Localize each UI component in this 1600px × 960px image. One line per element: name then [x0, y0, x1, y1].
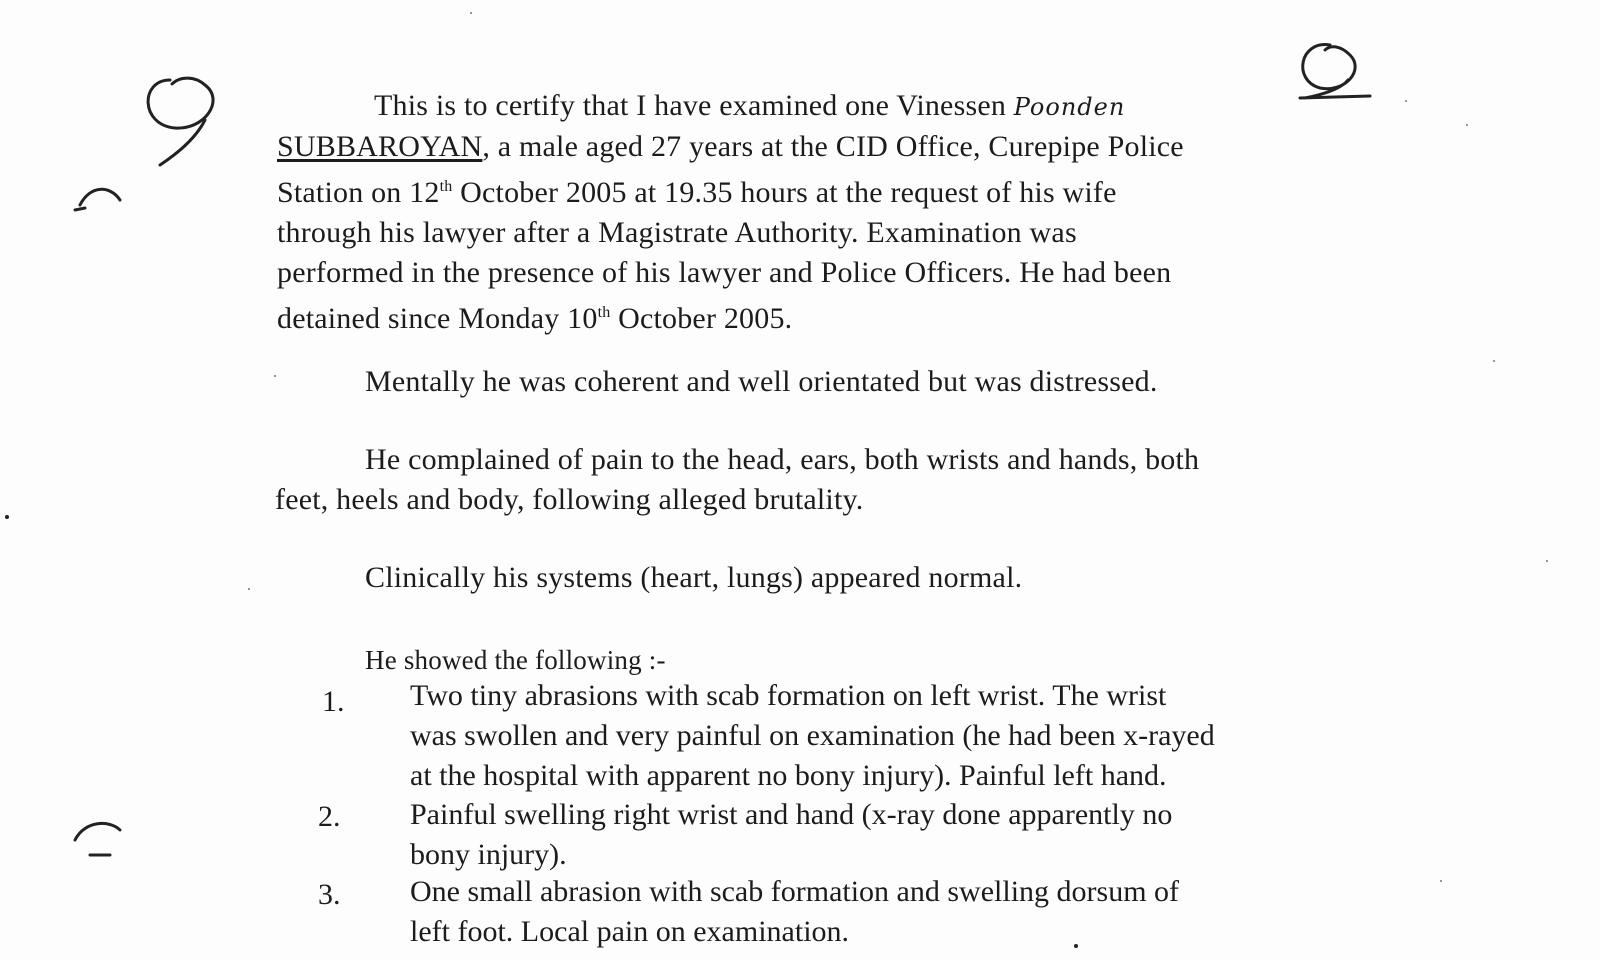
finding-number: 3.: [318, 878, 341, 911]
cert-line-2-text: , a male aged 27 years at the CID Office, Curepipe Police: [482, 130, 1184, 163]
certification-paragraph: [277, 86, 1184, 339]
finding-item: [410, 676, 1215, 796]
finding-line: was swollen and very painful on examination (he had been x-rayed: [410, 719, 1215, 752]
cert-line-5: performed in the presence of his lawyer and Police Officers. He had been: [277, 256, 1172, 289]
clinical-text: Clinically his systems (heart, lungs) appeared normal.: [365, 561, 1023, 594]
cert-line-1: [277, 86, 1184, 127]
cert-line-3-text-b: October 2005 at 19.35 hours at the request of his wife: [452, 176, 1117, 209]
margin-tick-2: [75, 823, 120, 855]
scan-speck: [1466, 124, 1468, 126]
finding-line: bony injury).: [410, 838, 567, 871]
cert-line-3-text-a: Station on 12: [277, 176, 440, 209]
patient-surname: SUBBAROYAN: [277, 130, 483, 163]
cert-line-1-text: This is to certify that I have examined one Vinessen: [374, 89, 1014, 122]
cert-line-6-text-b: October 2005.: [610, 302, 793, 335]
cert-line-2: [277, 127, 1184, 167]
handwritten-name: Poonden: [1013, 93, 1126, 121]
date-suffix: th: [597, 304, 611, 321]
complaint-line-2: feet, heels and body, following alleged brutality.: [275, 483, 864, 516]
finding-item: [410, 872, 1179, 952]
clinical-paragraph: [365, 558, 1022, 598]
finding-number: 2.: [318, 800, 341, 833]
left-page-mark: [148, 78, 213, 165]
scan-speck: [1440, 880, 1442, 882]
right-page-mark: [1300, 45, 1370, 98]
margin-tick-1: [75, 189, 120, 210]
scan-speck: [274, 375, 276, 377]
scan-speck: [1493, 360, 1495, 362]
scan-speck: [1546, 560, 1548, 562]
scan-speck: [1405, 100, 1407, 102]
scan-speck: [5, 515, 9, 519]
date-suffix: th: [439, 178, 453, 195]
scan-speck: [470, 12, 472, 14]
finding-line: Painful swelling right wrist and hand (x-ray done apparently no: [410, 798, 1173, 831]
mental-state-paragraph: [365, 362, 1158, 402]
mental-state-text: Mentally he was coherent and well orientated but was distressed.: [365, 365, 1158, 398]
finding-line: Two tiny abrasions with scab formation on left wrist. The wrist: [410, 679, 1167, 712]
scan-speck: [248, 588, 250, 590]
cert-line-6-text-a: detained since Monday 10: [277, 302, 598, 335]
findings-intro: [365, 640, 666, 680]
cert-line-4: through his lawyer after a Magistrate Authority. Examination was: [277, 216, 1077, 249]
finding-item: [410, 795, 1172, 875]
finding-number: 1.: [322, 685, 345, 718]
cert-line-3: [277, 167, 1184, 213]
finding-line: at the hospital with apparent no bony injury). Painful left hand.: [410, 759, 1167, 792]
findings-intro-text: He showed the following :-: [365, 645, 666, 675]
complaint-line-1: He complained of pain to the head, ears, both wrists and hands, both: [365, 443, 1200, 476]
finding-line: left foot. Local pain on examination.: [410, 915, 850, 948]
complaint-paragraph: [275, 440, 1199, 520]
finding-line: One small abrasion with scab formation and swelling dorsum of: [410, 875, 1180, 908]
cert-line-6: [277, 293, 1184, 339]
